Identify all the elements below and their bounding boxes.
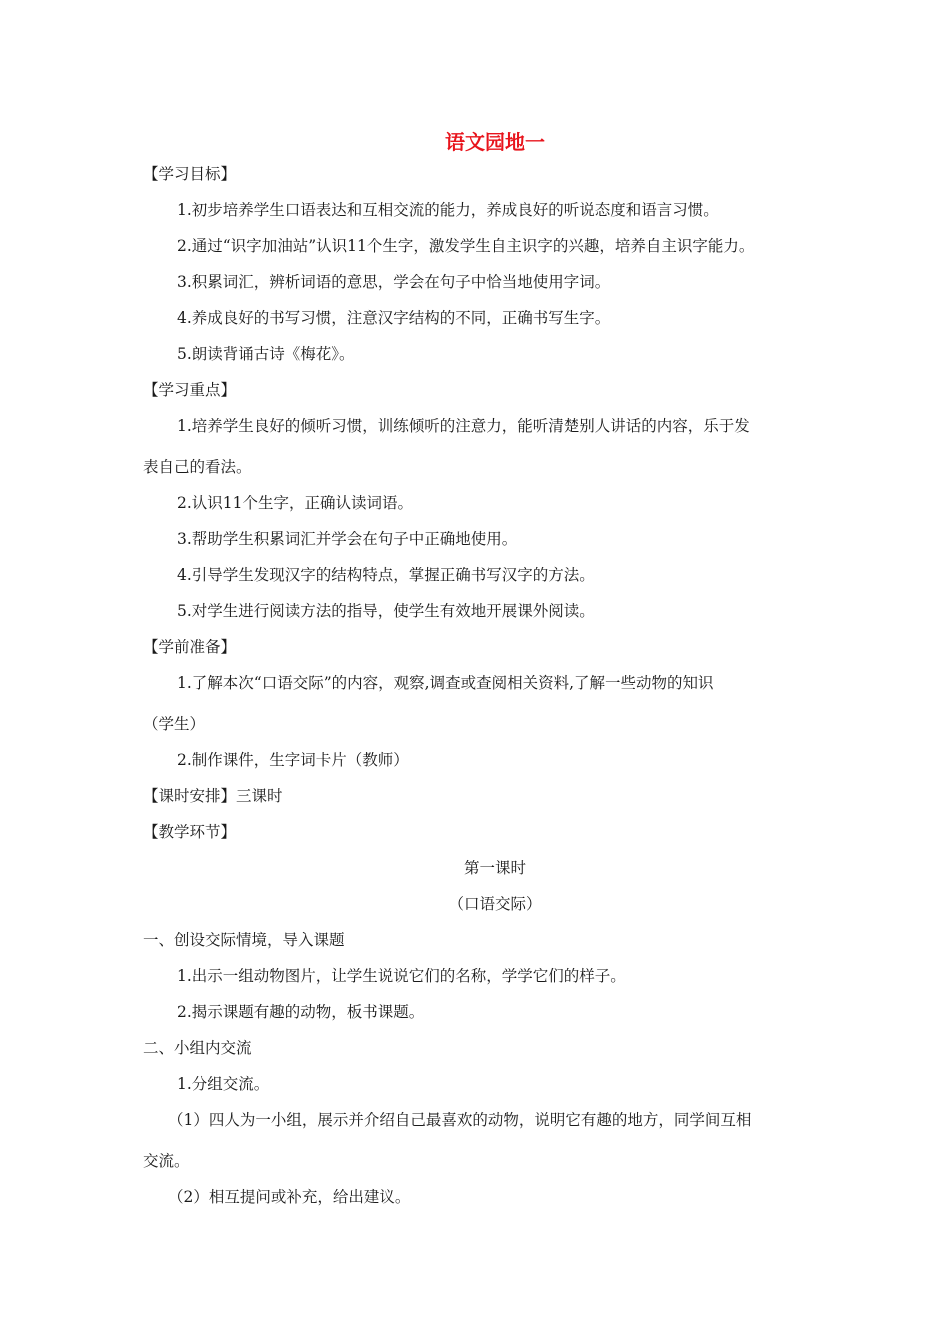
goal-item: 3.积累词汇，辨析词语的意思，学会在句子中恰当地使用字词。 [177, 273, 611, 291]
sub-item: （2）相互提问或补充，给出建议。 [168, 1188, 411, 1206]
goals-heading: 【学习目标】 [143, 165, 237, 183]
part-item: 2.揭示课题有趣的动物，板书课题。 [177, 1003, 425, 1021]
prep-heading: 【学前准备】 [143, 638, 237, 656]
goal-item: 1.初步培养学生口语表达和互相交流的能力，养成良好的听说态度和语言习惯。 [177, 201, 719, 219]
goal-item: 4.养成良好的书写习惯，注意汉字结构的不同，正确书写生字。 [177, 309, 611, 327]
sub-item: （1）四人为一小组，展示并介绍自己最喜欢的动物，说明它有趣的地方，同学间互相 [168, 1111, 752, 1129]
page-title: 语文园地一 [445, 130, 545, 154]
part-heading: 二、小组内交流 [143, 1039, 252, 1057]
focus-item: 5.对学生进行阅读方法的指导，使学生有效地开展课外阅读。 [177, 602, 595, 620]
schedule-line: 【课时安排】三课时 [143, 787, 283, 805]
focus-item: 1.培养学生良好的倾听习惯，训练倾听的注意力，能听清楚别人讲话的内容，乐于发 [177, 417, 750, 435]
focus-item: 2.认识11个生字，正确认读词语。 [177, 494, 414, 512]
focus-item: 4.引导学生发现汉字的结构特点，掌握正确书写汉字的方法。 [177, 566, 595, 584]
goal-item: 2.通过“识字加油站”认识11个生字，激发学生自主识字的兴趣，培养自主识字能力。 [177, 237, 755, 255]
focus-item-continued: 表自己的看法。 [143, 458, 252, 476]
sub-item-continued: 交流。 [143, 1152, 190, 1170]
focus-item: 3.帮助学生积累词汇并学会在句子中正确地使用。 [177, 530, 518, 548]
prep-item: 2.制作课件，生字词卡片（教师） [177, 751, 409, 769]
part-item: 1.分组交流。 [177, 1075, 270, 1093]
prep-item: 1.了解本次“口语交际”的内容，观察,调查或查阅相关资料,了解一些动物的知识 [177, 674, 714, 692]
prep-item-continued: （学生） [143, 715, 206, 733]
goal-item: 5.朗读背诵古诗《梅花》。 [177, 345, 355, 363]
lesson-subtitle: （口语交际） [448, 895, 542, 913]
focus-heading: 【学习重点】 [143, 381, 237, 399]
lesson-title: 第一课时 [463, 859, 526, 877]
steps-heading: 【教学环节】 [143, 823, 237, 841]
part-heading: 一、创设交际情境，导入课题 [143, 931, 345, 949]
part-item: 1.出示一组动物图片，让学生说说它们的名称，学学它们的样子。 [177, 967, 626, 985]
